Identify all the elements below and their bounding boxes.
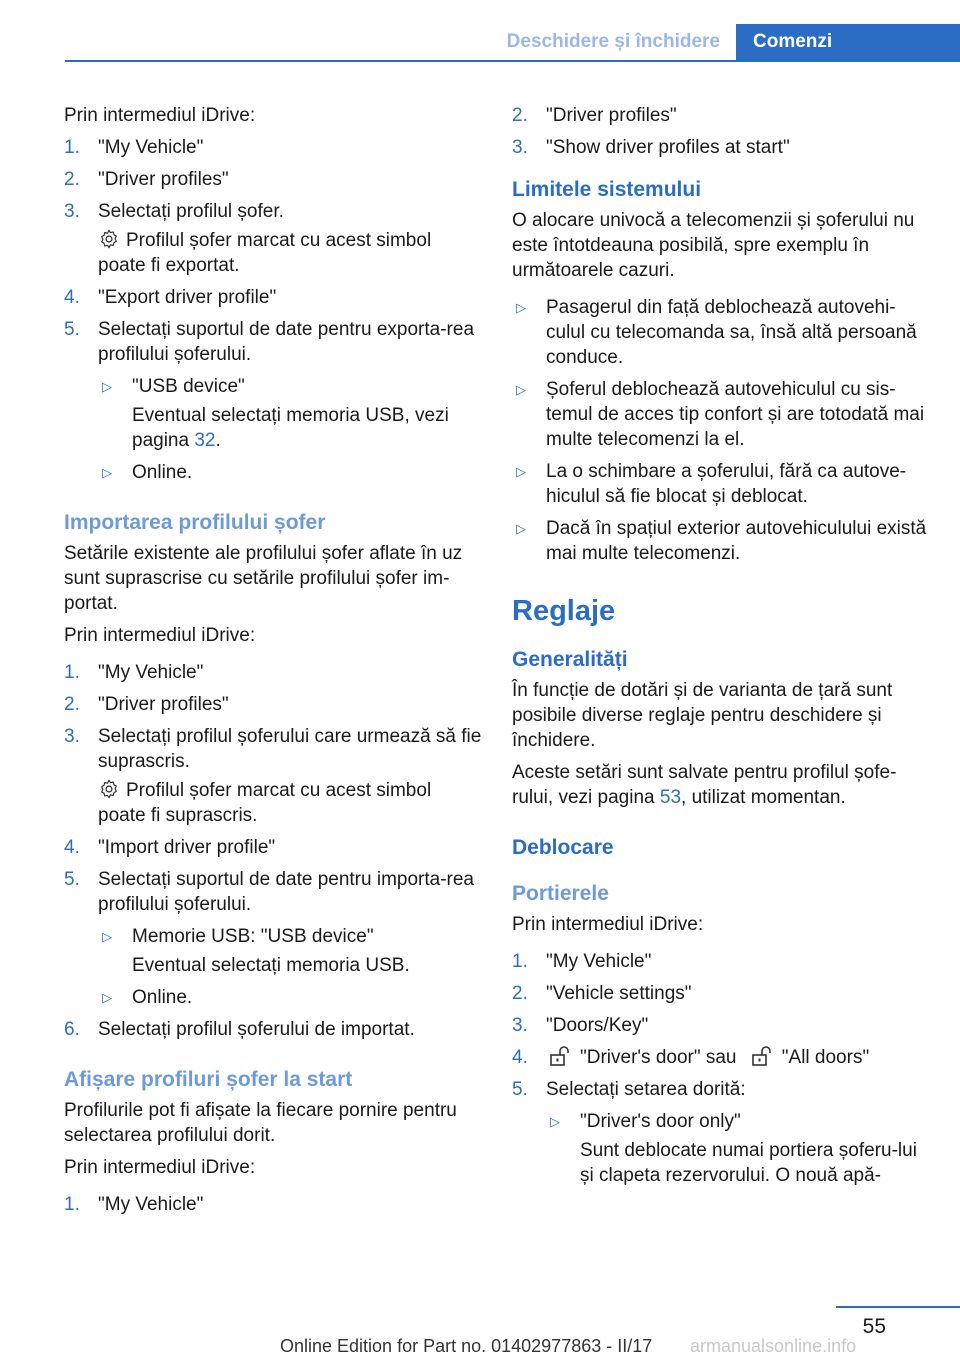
limits-heading: Limitele sistemului <box>512 178 702 201</box>
start-steps-continued <box>512 103 930 160</box>
list-item: 1. "My Vehicle" <box>64 1194 204 1215</box>
bullet-item: ▷ "Driver's door only" Sunt deblocate numai portiera șoferu-lui și clapeta rezervorului. O nouă apă- <box>550 1111 917 1186</box>
list-item: 5. Selectați setarea dorită: ▷ "Driver's door only" Sunt deblocate numai portiera șoferu-lui și clapeta rezervorului. O nouă apă- <box>512 1077 930 1188</box>
list-item: 3. "Show driver profiles at start" <box>512 137 790 158</box>
triangle-right-icon: ▷ <box>102 465 112 480</box>
doors-steps <box>512 949 930 1188</box>
bullet-item: ▷ Online. <box>102 462 193 483</box>
start-heading: Afișare profiluri șofer la start <box>64 1068 353 1091</box>
list-item: 3. Selectați profilul șofer. Profilul șofer marcat cu acest simbol poate fi exportat. <box>64 199 482 278</box>
triangle-right-icon: ▷ <box>516 521 526 536</box>
bullet-item: ▷ Dacă în spațiul exterior autovehiculului există mai multe telecomenzi. <box>516 518 927 564</box>
unlocked-lock-icon <box>548 1045 572 1067</box>
gear-icon <box>98 778 120 800</box>
gear-icon <box>98 228 120 250</box>
import-text: Setările existente ale profilului șofer aflate în uz sunt suprascrise cu setările profilului șofer im-portat. <box>64 543 463 614</box>
start-intro: Prin intermediul iDrive: <box>64 1157 256 1178</box>
list-item: 4. "Driver's door" sau "All doors" <box>512 1047 870 1068</box>
list-item: 1. "My Vehicle" <box>512 951 652 972</box>
triangle-right-icon: ▷ <box>102 379 112 394</box>
list-item: 2. "Driver profiles" <box>64 169 229 190</box>
limits-text: O alocare univocă a telecomenzii și șoferului nu este întotdeauna posibilă, spre exemplu în următoarele cazuri. <box>512 210 915 281</box>
export-intro: Prin intermediul iDrive: <box>64 105 256 126</box>
bullet-item: ▷ "USB device" Eventual selectați memoria USB, vezi pagina 32. <box>102 376 449 451</box>
reglaje-heading: Reglaje <box>512 595 616 627</box>
note: Profilul șofer marcat cu acest simbol poate fi exportat. <box>98 230 432 276</box>
triangle-right-icon: ▷ <box>102 929 112 944</box>
header-rule <box>65 60 960 62</box>
import-heading: Importarea profilului șofer <box>64 511 326 534</box>
note: Profilul șofer marcat cu acest simbol poate fi suprascris. <box>98 780 432 826</box>
list-item: 6. Selectați profilul șoferului de importat. <box>64 1019 415 1040</box>
section-tab: Deschidere și închidere <box>506 31 720 52</box>
page-number: 55 <box>862 1315 886 1338</box>
page-link[interactable]: 53 <box>659 787 682 808</box>
start-text: Profilurile pot fi afișate la fiecare pornire pentru selectarea profilului dorit. <box>64 1100 457 1146</box>
general-text: În funcție de dotări și de varianta de țară sunt posibile diverse reglaje pentru deschidere și închidere. <box>512 680 893 751</box>
unlock-heading: Deblocare <box>512 836 614 859</box>
bullet-item: ▷ Șoferul deblochează autovehiculul cu sis-temul de acces tip confort și are totodată mai multe telecomenzi la el. <box>516 379 925 450</box>
triangle-right-icon: ▷ <box>516 382 526 397</box>
bullet-item: ▷ La o schimbare a șoferului, fără ca autove-hiculul să fie blocat și deblocat. <box>516 461 907 507</box>
list-item: 3. "Doors/Key" <box>512 1015 649 1036</box>
list-item: 4. "Import driver profile" <box>64 837 276 858</box>
left-column <box>64 103 482 1227</box>
footer-rule <box>836 1306 960 1308</box>
triangle-right-icon: ▷ <box>550 1114 560 1129</box>
general-text-2: Aceste setări sunt salvate pentru profilul șofe-rului, vezi pagina 53, utilizat momentan. <box>512 762 897 808</box>
import-steps <box>64 660 482 1042</box>
limits-list <box>512 295 930 566</box>
doors-heading: Portierele <box>512 882 609 905</box>
list-item: 1. "My Vehicle" <box>64 662 204 683</box>
start-steps <box>64 1192 482 1217</box>
bullet-item: ▷ Pasagerul din față deblochează autovehi-culul cu telecomanda sa, însă altă persoană conduce. <box>516 297 917 368</box>
list-item: 5. Selectați suportul de date pentru exporta-rea profilului șoferului. ▷ "USB device" Eventual selectați memoria USB, vezi pagina 32. ▷ Online. <box>64 317 482 485</box>
triangle-right-icon: ▷ <box>516 464 526 479</box>
bullet-item: ▷ Memorie USB: "USB device" Eventual selectați memoria USB. <box>102 926 410 976</box>
list-item: 1. "My Vehicle" <box>64 137 204 158</box>
list-item: 5. Selectați suportul de date pentru importa-rea profilului șoferului. ▷ Memorie USB: "USB device" Eventual selectați memoria USB. ▷ Online. <box>64 867 482 1010</box>
list-item: 2. "Driver profiles" <box>512 105 677 126</box>
watermark: armanualsonline.info <box>690 1336 857 1356</box>
edition-text: Online Edition for Part no. 01402977863 - II/17 <box>280 1336 653 1356</box>
unlocked-lock-icon <box>750 1045 774 1067</box>
doors-intro: Prin intermediul iDrive: <box>512 914 704 935</box>
list-item: 2. "Vehicle settings" <box>512 983 692 1004</box>
triangle-right-icon: ▷ <box>102 990 112 1005</box>
bullet-item: ▷ Online. <box>102 987 193 1008</box>
chapter-tab: Comenzi <box>736 24 960 62</box>
list-item: 4. "Export driver profile" <box>64 287 277 308</box>
export-steps <box>64 135 482 485</box>
import-intro: Prin intermediul iDrive: <box>64 625 256 646</box>
list-item: 3. Selectați profilul șoferului care urmează să fie suprascris. Profilul șofer marcat cu acest simbol poate fi suprascris. <box>64 726 482 826</box>
general-heading: Generalități <box>512 648 628 671</box>
triangle-right-icon: ▷ <box>516 300 526 315</box>
list-item: 2. "Driver profiles" <box>64 694 229 715</box>
page-link[interactable]: 32 <box>194 430 216 451</box>
right-column <box>512 103 930 1198</box>
